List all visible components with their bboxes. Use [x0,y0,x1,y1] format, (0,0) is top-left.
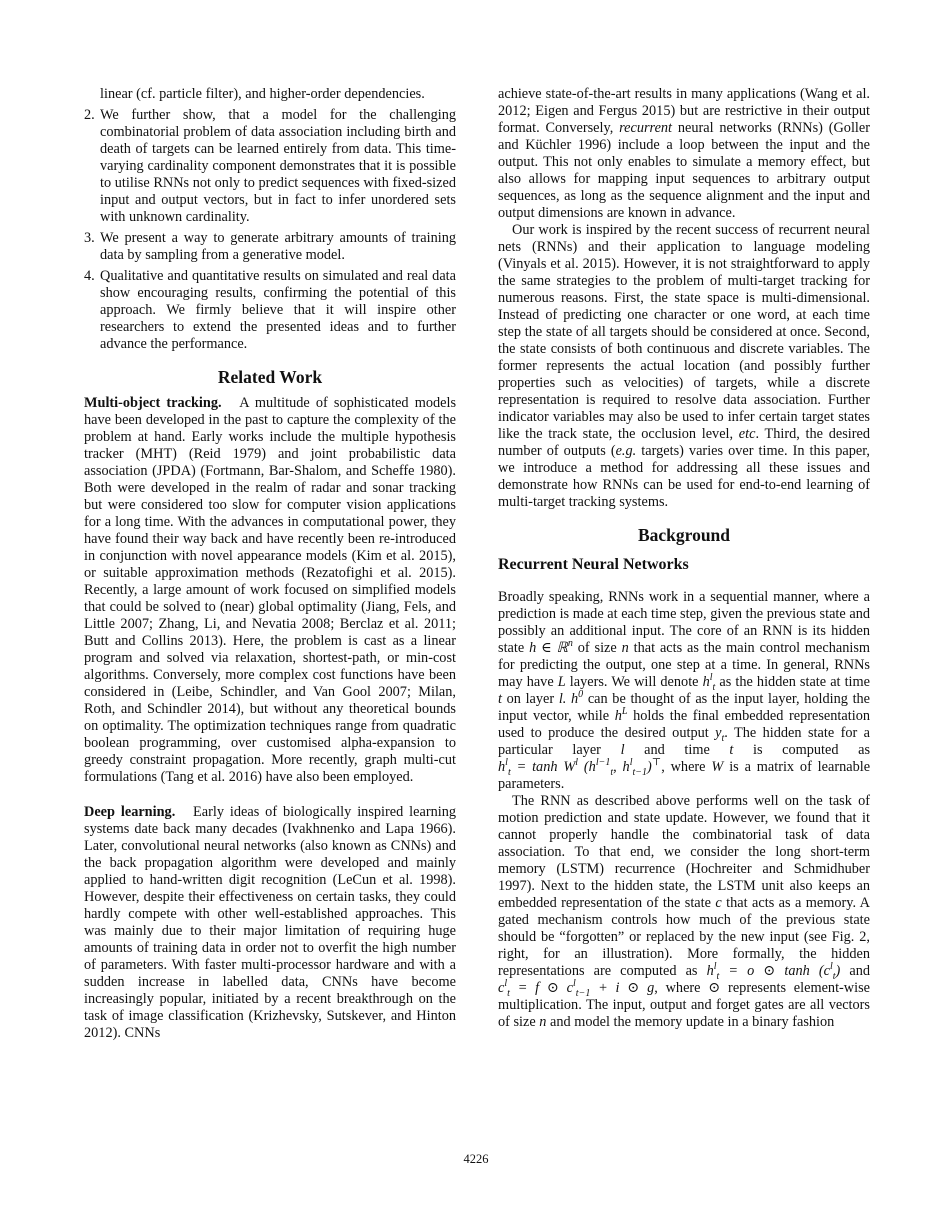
lstm-equation-memory [498,978,655,999]
math-sup: n [567,638,573,650]
text-run: and model the memory update in a binary fashion [550,1014,835,1030]
math-sub: t [832,970,836,982]
multi-object-tracking-paragraph [84,395,456,786]
math-hL [615,708,628,724]
math-sup: l [629,757,633,769]
deep-learning-paragraph [84,804,456,1042]
math-run: = o ⊙ tanh (c [728,963,830,979]
contribution-number: 3. [84,230,95,246]
math-sup: l [575,757,579,769]
contribution-item [84,268,456,353]
math-sub: t [712,681,716,693]
math-run: h [571,691,579,707]
contribution-text: We present a way to generate arbitrary amounts of training data by sampling from a generative model. [100,230,456,263]
text-run: achieve state-of-the-art results in many applications (Wang et al. 2012; Eigen and Fergus 2015) but are restrictive in their output format. Conversely, [498,86,870,136]
lstm-paragraph [498,793,870,1031]
deep-learning-text: Early ideas of biologically inspired learning systems date back many decades (Ivakhnenko and Lapa 1966). Later, convolutional neural networks (also known as CNNs) and the back propagation algorithm were developed and mainly applied to hand-written digit recognition (LeCun et al. 1998). However, despite their effectiveness on certain tasks, they could hardly compete with other well-established approaches. This was mainly due to their major limitation of requiring huge amounts of training data in order not to overfit the high number of parameters. With faster multi-processor hardware and with a sudden increase in labelled data, CNNs have become increasingly popular, initiated by a recent breakthrough on the task of image classification (Krizhevsky, Sutskever, and Hinton 2012). CNNs [84,804,457,1041]
math-sub: t [507,987,510,999]
math-sup: l [573,978,576,990]
math-run: y [715,725,722,741]
math-sup: l [504,978,508,990]
math-sub: t−1 [575,987,591,999]
text-run: of size [577,640,617,656]
math-run: ) [835,963,841,979]
math-l: l. [558,691,567,707]
math-run: ) [647,759,652,775]
math-L: L [557,674,566,690]
math-sup: 0 [578,689,584,701]
math-t: t [729,742,734,758]
contribution-1-tail: linear (cf. particle filter), and higher-order dependencies. [100,86,425,102]
math-run: c [498,980,505,996]
math-run: h [706,963,714,979]
deep-learning-continuation [498,86,870,222]
contribution-item [84,230,456,264]
math-t: t [498,691,502,707]
math-sup: ⊤ [651,757,662,769]
contribution-item [84,107,456,226]
left-column [84,86,456,1042]
math-run: h [702,674,710,690]
rnn-equation [498,757,662,778]
math-run: , h [613,759,630,775]
math-run: = f ⊙ c [517,980,574,996]
math-run: + i ⊙ g [598,980,655,996]
math-sub: t [721,732,725,744]
contribution-text: We further show, that a model for the challenging combinatorial problem of data association including birth and death of targets can be learned entirely from data. This time-varying cardinality component demonstrates that it is possible to utilise RNNs not only to predict sequences with fixed-sized input and output vectors, but in fact to infer unordered sets with unknown cardinality. [100,107,456,225]
text-run: Broadly speaking, RNNs work in a sequential manner, where a prediction is made at each time step, given the previous state and possibly an additional input. The core of an RNN is its hidden state [498,589,870,656]
rnn-subheading: Recurrent Neural Networks [498,556,689,573]
text-run: is computed as [753,742,871,758]
text-run: Our work is inspired by the recent success of recurrent neural nets (RNNs) and their application to language modeling (Vinyals et al. 2015). However, it is not straightforward to apply the same strategies to the problem of multi-target tracking for numerous reasons. First, the state space is multi-dimensional. Instead of predicting one character or one word, at each time step the state of all targets should be considered at once. Second, the state consists of both continuous and discrete variables. The former represents the actual location (and possibly further properties such as velocities) of targets, while a discrete representation is required to resolve data association. Further indicator variables may also be used to infer certain target states like the track state, the occlusion level, [498,222,870,442]
math-h-t-l [702,672,716,693]
math-n: n [621,640,629,656]
text-run: is a matrix of learnable parameters. [498,759,871,792]
text-run: and time [644,742,710,758]
text-run: neural networks (RNNs) (Goller and Küchler 1996) include a loop between the input and the output. This not only enables to simulate a memory effect, but also allows for mapping input sequences to arbitrary output sequences, as long as the sequence alignment and the input and output dimensions are known in advance. [498,120,870,221]
right-column [498,86,870,1031]
contribution-1-continuation [84,86,456,103]
math-sup: l [713,961,717,973]
related-work-heading: Related Work [217,367,323,387]
inspiration-paragraph [498,222,870,511]
math-W: W [711,759,724,775]
text-run: as the hidden state at time [719,674,870,690]
text-run: can be thought of as the input layer, holding the input vector, while [498,691,871,724]
math-sup: l [505,757,508,769]
text-run: that acts as the main control mechanism for predicting the output, one step at a time. In general, RNNs may have [498,640,871,690]
text-run: holds the final embedded representation used to produce the desired output [498,708,870,741]
math-run: (h [583,759,596,775]
background-heading: Background [637,525,731,545]
contribution-number: 2. [84,107,95,123]
math-h-in-R [529,640,573,656]
text-run: The RNN as described above performs well on the task of motion prediction and state update. However, we found that it cannot properly handle the combinatorial task of data association. To that end, we consider the long short-term memory (LSTM) recurrence (Hochreiter and Schmidhuber 1997). Next to the hidden state, the LSTM unit also keeps an embedded representation of the state [498,793,870,911]
page-number: 4226 [463,1152,489,1166]
math-run: = tanh W [516,759,576,775]
text-run: layers. We will denote [569,674,699,690]
text-run: . Third, the desired number of outputs ( [498,426,870,459]
text-run: that acts as a memory. A gated mechanism controls how much of the previous state should be “forgotten” or replaced by the new input (see Fig. 2, right, for an illustration). More formally, the hidden representations are computed as [498,895,870,979]
contributions-list [84,107,456,353]
math-l: l [620,742,625,758]
math-sup: l−1 [595,757,611,769]
math-sup: l [829,961,833,973]
math-run: h [498,759,506,775]
math-run: h ∈ ℝ [529,640,568,656]
math-sub: t−1 [632,766,648,778]
text-run: , where [661,759,706,775]
math-run: h [614,708,622,724]
math-sub: t [507,766,511,778]
text-run: . The hidden state for a particular layer [498,725,870,758]
math-n: n [539,1014,547,1030]
emphasis-etc: etc [738,426,756,442]
text-run: targets) varies over time. In this paper, we introduce a method for addressing all these issues and demonstrate how RNNs can be used for end-to-end learning of multi-target tracking systems. [498,443,870,510]
lstm-equation-hidden [706,961,841,982]
deep-learning-heading: Deep learning. [84,804,176,820]
math-sub: t [716,970,720,982]
rnn-paragraph [498,589,870,793]
emphasis-eg: e.g. [615,443,637,459]
contribution-number: 4. [84,268,95,284]
multi-object-tracking-text: A multitude of sophisticated models have been developed in the past to capture the complexity of the problem at hand. Early works include the multiple hypothesis tracker (MHT) (Reid 1979) and joint probabilistic data association (JPDA) (Fortmann, Bar-Shalom, and Scheffe 1980). Both were developed in the realm of radar and sonar tracking but were considered too slow for computer vision applications for a long time. With the advances in computational power, they have found their way back and have recently been re-introduced in conjunction with novel appearance models (Kim et al. 2015), or suitable approximation methods (Rezatofighi et al. 2015). Recently, a large amount of work focused on simplified models that could be solved to (near) global optimality (Jiang, Fels, and Little 2007; Zhang, Li, and Nevatia 2008; Berclaz et al. 2011; Butt and Collins 2013). Here, the problem is cast as a linear program and solved via relaxation, shortest-path, or min-cost algorithms. Conversely, more complex cost functions have been considered in (Leibe, Schindler, and Van Gool 2007; Milan, Roth, and Schindler 2014), but without any theoretical bounds on optimality. The optimization techniques range from quadratic boolean programming, over customised alpha-expansion to greedy constraint propagation. More recently, graph multi-cut formulations (Tang et al. 2016) have also been employed. [84,395,457,785]
math-y-t [715,725,725,744]
multi-object-tracking-heading: Multi-object tracking. [84,395,222,411]
text-run: and [849,963,871,979]
math-h0 [571,691,583,707]
math-sup: L [621,706,628,718]
math-sup: l [709,672,713,684]
emphasis-recurrent: recurrent [619,120,673,136]
contribution-text: Qualitative and quantitative results on simulated and real data show encouraging results, confirming the potential of this approach. We firmly believe that it will inspire other researchers to extend the presented ideas and to further advance the performance. [100,268,456,352]
math-c: c [715,895,722,911]
math-sub: t [610,766,614,778]
text-run: on layer [506,691,555,707]
text-run: , where ⊙ represents element-wise multiplication. The input, output and forget gates are all vectors of size [498,980,871,1030]
